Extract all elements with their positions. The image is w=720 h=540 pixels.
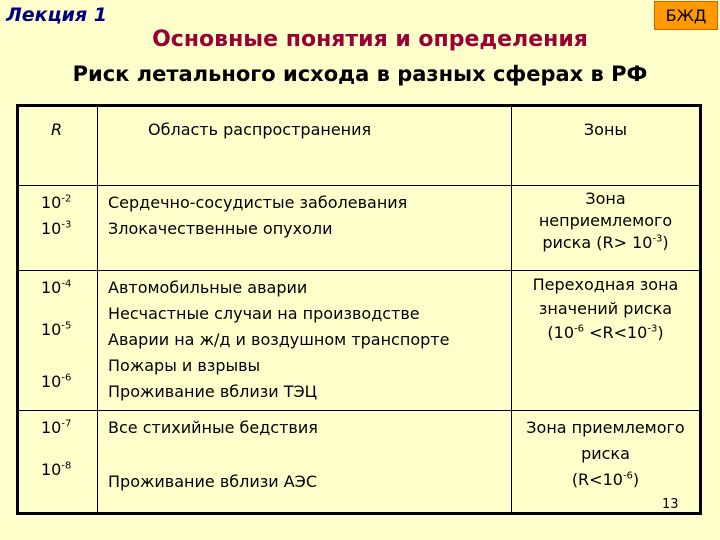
header-r: R: [18, 106, 98, 186]
risk-value: $10^{-2}$: [41, 193, 72, 212]
table-row: [18, 411, 701, 514]
header-area: Область распространения: [98, 106, 512, 186]
table-header-row: [18, 106, 701, 186]
zone-cell: Переходная зона значений риска $(10^{-6} <R<10^{-3})$: [512, 271, 701, 411]
area-item: Автомобильные аварии: [108, 278, 308, 297]
area-item: Несчастные случаи на производстве: [108, 304, 420, 323]
area-item: Проживание вблизи ТЭЦ: [108, 382, 318, 401]
risk-cell: [18, 411, 98, 514]
risk-value: $10^{-7}$: [41, 418, 72, 437]
area-cell: [98, 186, 512, 271]
area-item: Проживание вблизи АЭС: [108, 472, 318, 491]
area-item: Сердечно-сосудистые заболевания: [108, 193, 408, 212]
slide-subtitle: Риск летального исхода в разных сферах в РФ: [72, 62, 648, 86]
area-item: Злокачественные опухоли: [108, 219, 333, 238]
area-item: Аварии на ж/д и воздушном транспорте: [108, 330, 450, 349]
zone-cell: Зона неприемлемого риска $(R> 10^{-3})$: [512, 186, 701, 271]
risk-value: $10^{-5}$: [41, 320, 72, 339]
lecture-label: Лекция 1: [6, 4, 107, 26]
subject-badge: БЖД: [654, 1, 718, 30]
risk-value: $10^{-6}$: [41, 372, 72, 391]
risk-cell: [18, 271, 98, 411]
header-zones: Зоны: [512, 106, 701, 186]
zone-cell: Зона приемлемого риска $(R<10^{-6})$: [512, 411, 701, 514]
risk-table: [16, 104, 702, 515]
risk-cell: [18, 186, 98, 271]
risk-value: $10^{-8}$: [41, 460, 72, 479]
risk-value: $10^{-3}$: [41, 219, 72, 238]
area-cell: [98, 271, 512, 411]
risk-value: $10^{-4}$: [41, 278, 72, 297]
slide-title: Основные понятия и определения: [152, 27, 588, 52]
page-number: 13: [662, 497, 679, 512]
area-item: Все стихийные бедствия: [108, 418, 318, 437]
area-cell: [98, 411, 512, 514]
area-item: Пожары и взрывы: [108, 356, 261, 375]
table-row: [18, 186, 701, 271]
table-row: [18, 271, 701, 411]
